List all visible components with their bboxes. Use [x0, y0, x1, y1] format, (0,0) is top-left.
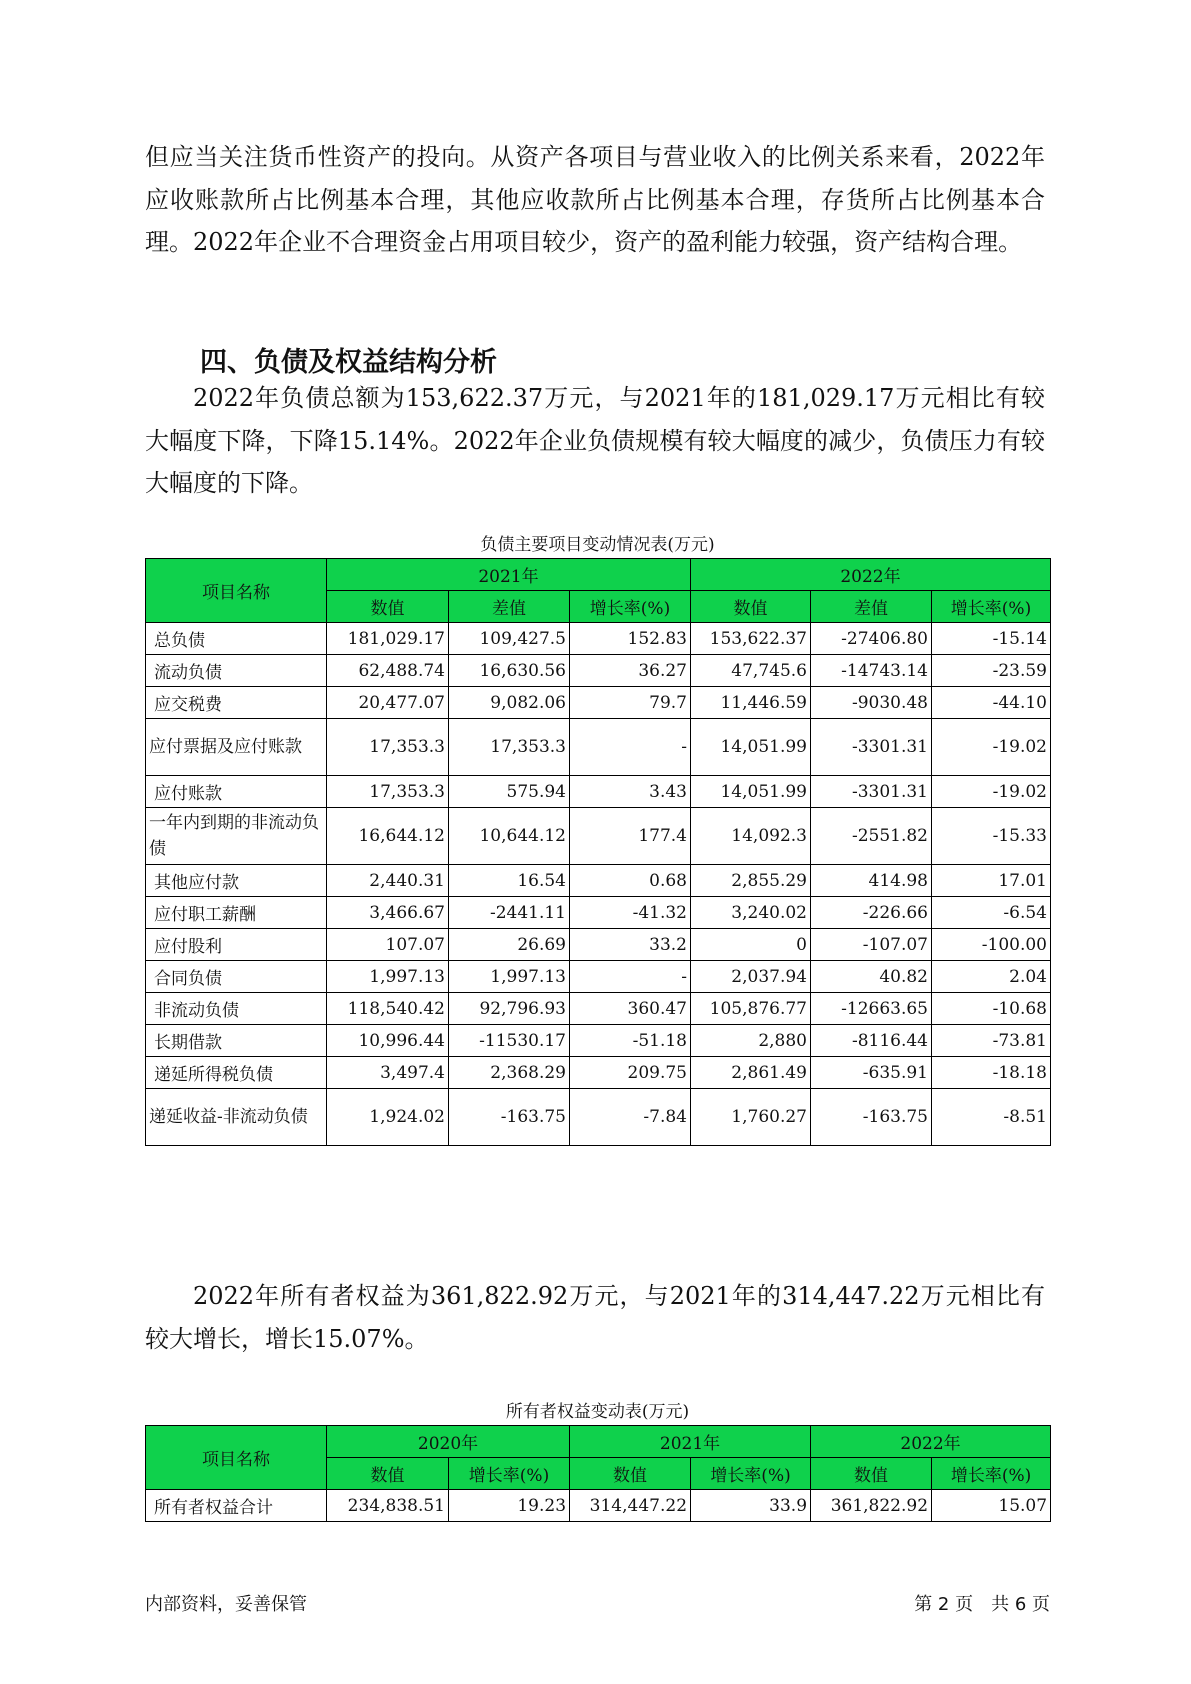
row-name: 总负债	[146, 623, 327, 655]
cell-diff: -163.75	[811, 1089, 932, 1146]
cell-diff: 16,630.56	[449, 655, 570, 687]
cell-rate: 15.07	[932, 1490, 1051, 1522]
cell-value: 153,622.37	[691, 623, 811, 655]
cell-value: 47,745.6	[691, 655, 811, 687]
row-name: 所有者权益合计	[146, 1490, 327, 1522]
cell-diff: 10,644.12	[449, 808, 570, 865]
row-name: 其他应付款	[146, 865, 327, 897]
cell-value: 3,466.67	[327, 897, 449, 929]
cell-value: 2,037.94	[691, 961, 811, 993]
row-name: 应交税费	[146, 687, 327, 719]
table-row	[146, 865, 1051, 897]
header-value: 数值	[570, 1458, 691, 1490]
cell-rate: 36.27	[570, 655, 691, 687]
row-name: 应付职工薪酬	[146, 897, 327, 929]
header-value: 数值	[691, 591, 811, 623]
table-row	[146, 1490, 1051, 1522]
table-row	[146, 929, 1051, 961]
section-heading: 四、负债及权益结构分析	[200, 347, 497, 378]
header-value: 数值	[327, 1458, 449, 1490]
cell-diff: -2441.11	[449, 897, 570, 929]
cell-value: 3,240.02	[691, 897, 811, 929]
cell-value: 17,353.3	[327, 719, 449, 776]
header-year-2020: 2020年	[327, 1426, 570, 1458]
cell-rate: 360.47	[570, 993, 691, 1025]
cell-value: 3,497.4	[327, 1057, 449, 1089]
cell-diff: -8116.44	[811, 1025, 932, 1057]
cell-diff: 9,082.06	[449, 687, 570, 719]
cell-value: 105,876.77	[691, 993, 811, 1025]
header-rate: 增长率(%)	[449, 1458, 570, 1490]
cell-value: 0	[691, 929, 811, 961]
table-row	[146, 1057, 1051, 1089]
cell-value: 16,644.12	[327, 808, 449, 865]
cell-rate: 152.83	[570, 623, 691, 655]
cell-diff: -226.66	[811, 897, 932, 929]
cell-rate: -41.32	[570, 897, 691, 929]
cell-diff: -11530.17	[449, 1025, 570, 1057]
intro-paragraph: 但应当关注货币性资产的投向。从资产各项目与营业收入的比例关系来看，2022年应收账款所占比例基本合理，其他应收款所占比例基本合理，存货所占比例基本合理。2022年企业不合理资金占用项目较少，资产的盈利能力较强，资产结构合理。	[145, 143, 1045, 256]
cell-rate: -51.18	[570, 1025, 691, 1057]
cell-rate: 33.9	[691, 1490, 811, 1522]
header-diff: 差值	[811, 591, 932, 623]
cell-value: 62,488.74	[327, 655, 449, 687]
cell-diff: 16.54	[449, 865, 570, 897]
cell-diff: 109,427.5	[449, 623, 570, 655]
row-name: 合同负债	[146, 961, 327, 993]
cell-value: 14,051.99	[691, 776, 811, 808]
header-rate: 增长率(%)	[932, 591, 1051, 623]
cell-diff: 17,353.3	[449, 719, 570, 776]
cell-rate: -	[570, 719, 691, 776]
cell-diff: -14743.14	[811, 655, 932, 687]
header-diff: 差值	[449, 591, 570, 623]
cell-value: 17,353.3	[327, 776, 449, 808]
cell-diff: 2,368.29	[449, 1057, 570, 1089]
cell-value: 107.07	[327, 929, 449, 961]
equity-table-caption: 所有者权益变动表(万元)	[505, 1402, 690, 1422]
cell-rate: -100.00	[932, 929, 1051, 961]
header-item-name: 项目名称	[146, 559, 327, 623]
row-name: 递延所得税负债	[146, 1057, 327, 1089]
cell-diff: 414.98	[811, 865, 932, 897]
cell-rate: -10.68	[932, 993, 1051, 1025]
cell-rate: -8.51	[932, 1089, 1051, 1146]
cell-diff: 575.94	[449, 776, 570, 808]
cell-rate: -15.14	[932, 623, 1051, 655]
row-name: 应付账款	[146, 776, 327, 808]
cell-rate: -15.33	[932, 808, 1051, 865]
table-row	[146, 687, 1051, 719]
cell-value: 20,477.07	[327, 687, 449, 719]
cell-value: 118,540.42	[327, 993, 449, 1025]
table-row	[146, 1089, 1051, 1146]
header-rate: 增长率(%)	[932, 1458, 1051, 1490]
liability-table	[145, 558, 1051, 1146]
cell-diff: -9030.48	[811, 687, 932, 719]
liability-paragraph	[145, 377, 1045, 505]
header-rate: 增长率(%)	[570, 591, 691, 623]
row-name: 一年内到期的非流动负债	[146, 808, 327, 865]
table-row	[146, 993, 1051, 1025]
cell-diff: 40.82	[811, 961, 932, 993]
cell-rate: 19.23	[449, 1490, 570, 1522]
row-name: 非流动负债	[146, 993, 327, 1025]
cell-rate: -73.81	[932, 1025, 1051, 1057]
cell-diff: 1,997.13	[449, 961, 570, 993]
table-row	[146, 897, 1051, 929]
cell-rate: -44.10	[932, 687, 1051, 719]
cell-value: 361,822.92	[811, 1490, 932, 1522]
table-row	[146, 1025, 1051, 1057]
equity-paragraph	[145, 1275, 1045, 1360]
cell-rate: 209.75	[570, 1057, 691, 1089]
table-row	[146, 808, 1051, 865]
cell-rate: -18.18	[932, 1057, 1051, 1089]
table-row	[146, 655, 1051, 687]
cell-diff: -3301.31	[811, 776, 932, 808]
cell-value: 14,092.3	[691, 808, 811, 865]
row-name: 流动负债	[146, 655, 327, 687]
cell-value: 2,855.29	[691, 865, 811, 897]
table-row	[146, 719, 1051, 776]
cell-diff: -163.75	[449, 1089, 570, 1146]
cell-diff: -12663.65	[811, 993, 932, 1025]
cell-value: 10,996.44	[327, 1025, 449, 1057]
cell-rate: 33.2	[570, 929, 691, 961]
header-year-2022: 2022年	[811, 1426, 1051, 1458]
cell-value: 1,924.02	[327, 1089, 449, 1146]
cell-value: 2,440.31	[327, 865, 449, 897]
row-name: 应付票据及应付账款	[146, 719, 327, 776]
equity-table	[145, 1425, 1051, 1522]
cell-rate: -7.84	[570, 1089, 691, 1146]
cell-rate: 17.01	[932, 865, 1051, 897]
cell-value: 2,861.49	[691, 1057, 811, 1089]
cell-diff: 92,796.93	[449, 993, 570, 1025]
header-year-2021: 2021年	[327, 559, 691, 591]
cell-value: 11,446.59	[691, 687, 811, 719]
row-name: 应付股利	[146, 929, 327, 961]
header-year-2022: 2022年	[691, 559, 1051, 591]
cell-rate: -	[570, 961, 691, 993]
cell-diff: -2551.82	[811, 808, 932, 865]
cell-value: 181,029.17	[327, 623, 449, 655]
cell-value: 1,760.27	[691, 1089, 811, 1146]
cell-diff: -635.91	[811, 1057, 932, 1089]
cell-value: 1,997.13	[327, 961, 449, 993]
header-year-2021: 2021年	[570, 1426, 811, 1458]
header-rate: 增长率(%)	[691, 1458, 811, 1490]
row-name: 递延收益-非流动负债	[146, 1089, 327, 1146]
cell-value: 234,838.51	[327, 1490, 449, 1522]
cell-diff: -107.07	[811, 929, 932, 961]
page-number: 第 2 页 共 6 页	[914, 1594, 1050, 1615]
cell-diff: -27406.80	[811, 623, 932, 655]
cell-value: 2,880	[691, 1025, 811, 1057]
table-row	[146, 623, 1051, 655]
liability-paragraph-text: 2022年负债总额为153,622.37万元，与2021年的181,029.17万元相比有较大幅度下降，下降15.14%。2022年企业负债规模有较大幅度的减少，负债压力有较大幅度的下降。	[145, 384, 1045, 497]
cell-value: 314,447.22	[570, 1490, 691, 1522]
equity-paragraph-text: 2022年所有者权益为361,822.92万元，与2021年的314,447.22万元相比有较大增长，增长15.07%。	[145, 1282, 1045, 1353]
table-row	[146, 776, 1051, 808]
cell-rate: 79.7	[570, 687, 691, 719]
cell-diff: 26.69	[449, 929, 570, 961]
cell-rate: 3.43	[570, 776, 691, 808]
liability-table-caption: 负债主要项目变动情况表(万元)	[480, 535, 715, 555]
cell-rate: 177.4	[570, 808, 691, 865]
cell-rate: -19.02	[932, 719, 1051, 776]
cell-rate: -23.59	[932, 655, 1051, 687]
cell-rate: 0.68	[570, 865, 691, 897]
header-value: 数值	[811, 1458, 932, 1490]
cell-rate: 2.04	[932, 961, 1051, 993]
table-row	[146, 961, 1051, 993]
cell-diff: -3301.31	[811, 719, 932, 776]
cell-value: 14,051.99	[691, 719, 811, 776]
footer-note: 内部资料，妥善保管	[145, 1594, 307, 1615]
header-item-name: 项目名称	[146, 1426, 327, 1490]
cell-rate: -6.54	[932, 897, 1051, 929]
row-name: 长期借款	[146, 1025, 327, 1057]
header-value: 数值	[327, 591, 449, 623]
cell-rate: -19.02	[932, 776, 1051, 808]
